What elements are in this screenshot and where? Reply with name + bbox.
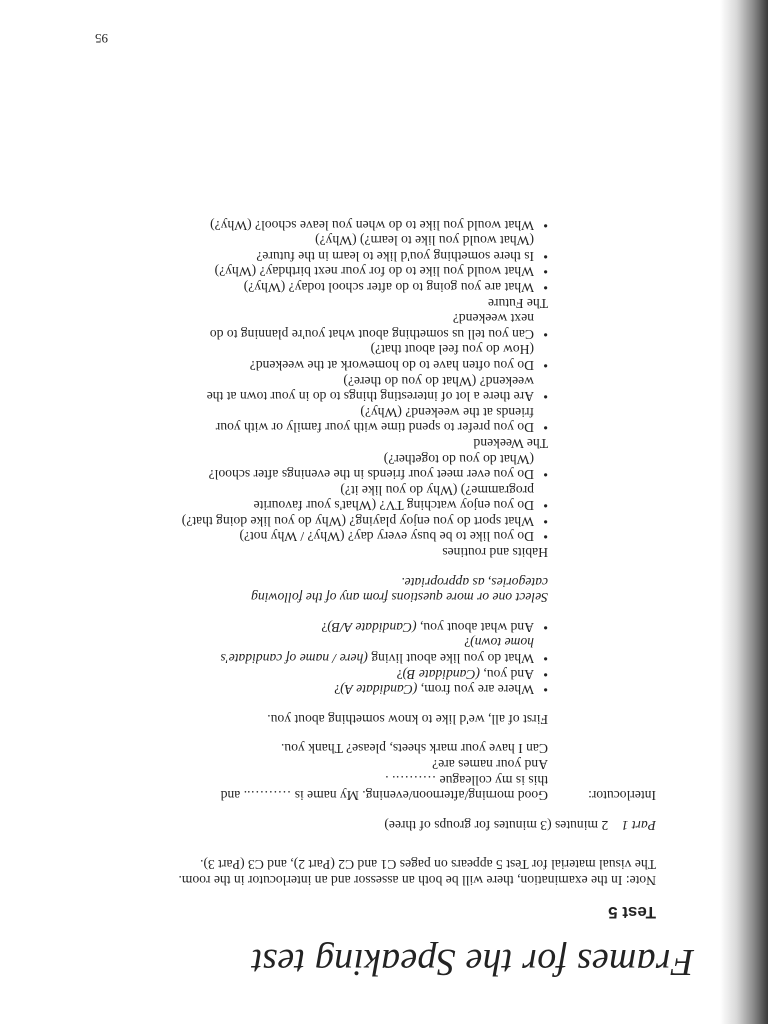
section-heading: Habits and routines [442, 545, 548, 561]
first-of-all-line [96, 711, 656, 727]
exam-note [96, 857, 656, 888]
section-question-list [96, 217, 548, 295]
note-line: Note: In the examination, there will be both an assessor and an interlocutor in the room. [178, 873, 656, 888]
list-item: • Can you tell us something about what you're planning to do next weekend? [96, 311, 548, 342]
list-item: • Do you enjoy watching TV? (What's your favourite programme?) (Why do you like it?) [96, 482, 548, 513]
interlocutor-line: this is my colleague ………. . [385, 772, 548, 788]
interlocutor-line: Good morning/afternoon/evening. My name is ……….. and [220, 788, 548, 804]
section-question-list [96, 451, 548, 545]
section-heading: The Weekend [473, 435, 548, 451]
question-text: • What do you like about living (here / name of candidate's [220, 651, 534, 667]
test-heading: Test 5 [608, 903, 656, 922]
page-number: 95 [95, 31, 108, 46]
instruction-line: Select one or more questions from any of the following [251, 590, 548, 606]
list-item: • Do you prefer to spend time with your family or with your friends at the weekend? (Why?) [96, 404, 548, 435]
part-label: Part 1 [621, 817, 656, 833]
interlocutor-line: And your names are? [432, 757, 548, 773]
page-content [96, 217, 694, 984]
list-item: • Is there something you'd like to learn in the future? (What would you like to learn?) (Why?) [96, 233, 548, 264]
list-item: • What would you like to do for your next birthday? (Why?) [96, 264, 548, 280]
question-text: • And what about you, (Candidate A/B)? [321, 619, 534, 635]
list-item: • Do you often have to do homework at the weekend? (How do you feel about that?) [96, 342, 548, 373]
list-item: • Do you like to be busy every day? (Why? / Why not?) [96, 529, 548, 545]
question-sections [96, 217, 656, 560]
question-text: • And you, (Candidate B)? [396, 666, 534, 682]
instruction-line: categories, as appropriate. [401, 574, 548, 590]
list-item [96, 619, 548, 635]
interlocutor-line: Can I have your mark sheets, please? Thank you. [280, 741, 548, 757]
intro-statement: First of all, we'd like to know something about you. [267, 711, 548, 727]
list-item: • Are there a lot of interesting things to do in your town at the weekend? (What do you do there?) [96, 373, 548, 404]
part-timing: 2 minutes (3 minutes for groups of three) [384, 817, 609, 833]
page-title: Frames for the Speaking test [251, 941, 694, 983]
list-item [96, 682, 548, 698]
section-heading: The Future [487, 295, 548, 311]
list-item: • What are you going to do after school today? (Why?) [96, 279, 548, 295]
list-item: • What would you like to do when you leave school? (Why?) [96, 217, 548, 233]
instruction [96, 574, 656, 605]
interlocutor-label: Interlocutor: [588, 788, 656, 804]
question-text: • Where are you from, (Candidate A)? [334, 682, 534, 698]
part-1-heading [96, 817, 656, 833]
list-item [96, 635, 548, 666]
list-item: • Do you ever meet your friends in the evenings after school? (What do you do together?) [96, 451, 548, 482]
question-text-cont: home town)? [464, 635, 534, 651]
intro-question-list [96, 619, 656, 697]
interlocutor-lines [221, 741, 548, 803]
note-line: The visual material for Test 5 appears on pages C1 and C2 (Part 2), and C3 (Part 3). [200, 857, 656, 873]
section-question-list [96, 311, 548, 436]
interlocutor-intro [96, 741, 656, 803]
list-item [96, 666, 548, 682]
list-item: • What sport do you enjoy playing? (Why do you like doing that?) [96, 513, 548, 529]
